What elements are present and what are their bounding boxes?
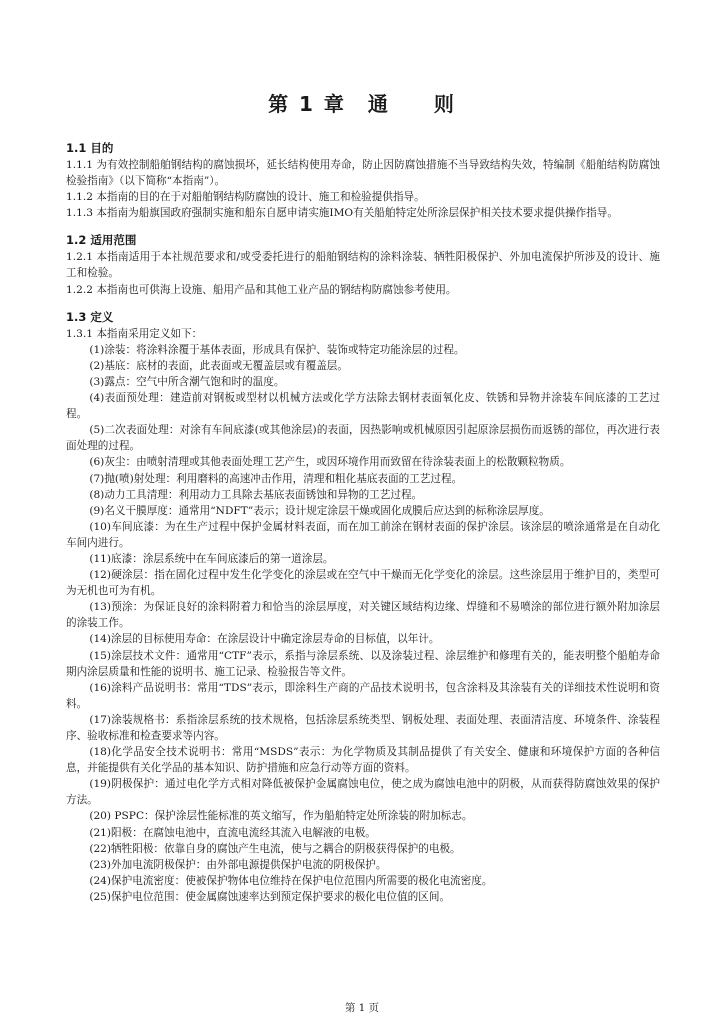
- definition-item: (11)底漆：涂层系统中在车间底漆后的第一道涂层。: [89, 552, 334, 565]
- definition-item: (14)涂层的目标使用寿命：在涂层设计中确定涂层寿命的目标值，以年计。: [89, 633, 440, 646]
- chapter-title: 第 1 章 通 则: [268, 92, 456, 116]
- paragraph: 1.1.2 本指南的目的在于对船舶钢结构防腐蚀的设计、施工和检验提供指导。: [66, 191, 425, 204]
- definition-item: (16)涂料产品说明书：常用“TDS”表示，即涂料生产商的产品技术说明书，包含涂料及其涂装有关的详细技术性说明和资料。: [66, 681, 660, 710]
- definition-item: (6)灰尘：由喷射清理或其他表面处理工艺产生，或因环境作用而致留在待涂装表面上的松散颗粒物质。: [89, 456, 571, 469]
- definition-item: (8)动力工具清理：利用动力工具除去基底表面锈蚀和异物的工艺过程。: [89, 488, 423, 501]
- definition-item: (1)涂装：将涂料涂覆于基体表面，形成具有保护、装饰或特定功能涂层的过程。: [89, 343, 465, 356]
- definition-item: (12)硬涂层：指在固化过程中发生化学变化的涂层或在空气中干燥而无化学变化的涂层。这些涂层用于维护目的，类型可为无机也可为有机。: [66, 569, 660, 598]
- definition-item: (23)外加电流阴极保护：由外部电源提供保护电流的阴极保护。: [89, 858, 387, 871]
- definition-item: (24)保护电流密度：使被保护物体电位维持在保护电位范围内所需要的极化电流密度。: [89, 874, 493, 887]
- paragraph: 1.1.3 本指南为船旗国政府强制实施和船东自愿申请实施IMO有关船舶特定处所涂层保护相关技术要求提供操作指导。: [66, 207, 618, 220]
- section-purpose: [66, 140, 660, 221]
- section-heading: 1.1 目的: [66, 141, 114, 155]
- definition-item: (19)阴极保护：通过电化学方式相对降低被保护金属腐蚀电位，使之成为腐蚀电池中的阴极，从而获得防腐蚀效果的保护方法。: [66, 778, 660, 807]
- section-heading: 1.2 适用范围: [66, 233, 137, 248]
- definition-item: (9)名义干膜厚度：通常用“NDFT”表示；设计规定涂层干燥或固化成膜后应达到的标称涂层厚度。: [89, 504, 550, 517]
- paragraph: 1.3.1 本指南采用定义如下：: [66, 327, 203, 340]
- page-number: 第 1 页: [344, 1002, 380, 1014]
- definition-item: (2)基底：底材的表面，此表面或无覆盖层或有覆盖层。: [89, 359, 348, 372]
- section-scope: [66, 232, 660, 297]
- definition-item: (21)阳极：在腐蚀电池中，直流电流经其流入电解液的电极。: [89, 826, 376, 839]
- definition-item: (20) PSPC：保护涂层性能标准的英文缩写，作为船舶特定处所涂装的附加标志。: [89, 810, 473, 823]
- paragraph: 1.2.1 本指南适用于本社规范要求和/或受委托进行的船舶钢结构的涂料涂装、牺牲阳极保护、外加电流保护所涉及的设计、施工和检验。: [66, 251, 660, 280]
- definition-item: (15)涂层技术文件：通常用“CTF”表示，系指与涂层系统、以及涂装过程、涂层维护和修理有关的，能表明整个船舶寿命期内涂层质量和性能的说明书、施工记录、检验报告等文件。: [66, 649, 660, 678]
- section-definitions: [66, 309, 660, 905]
- document-body: [66, 140, 660, 916]
- definition-item: (17)涂装规格书：系指涂层系统的技术规格，包括涂层系统类型、钢板处理、表面处理、表面清洁度、环境条件、涂装程序、验收标准和检查要求等内容。: [66, 713, 660, 742]
- section-heading: 1.3 定义: [66, 309, 114, 324]
- definition-item: (22)牺牲阳极：依靠自身的腐蚀产生电流，使与之耦合的阴极获得保护的电极。: [89, 842, 461, 855]
- definition-item: (10)车间底漆：为在生产过程中保护金属材料表面，而在加工前涂在钢材表面的保护涂层。该涂层的喷涂通常是在自动化车间内进行。: [66, 520, 660, 549]
- definition-item: (4)表面预处理：建造前对钢板或型材以机械方法或化学方法除去钢材表面氧化皮、铁锈和异物并涂装车间底漆的工艺过程。: [66, 392, 660, 421]
- definition-item: (7)抛(喷)射处理：利用磨料的高速冲击作用，清理和粗化基底表面的工艺过程。: [89, 472, 463, 485]
- definition-item: (5)二次表面处理：对涂有车间底漆(或其他涂层)的表面，因热影响或机械原因引起原涂层损伤而返锈的部位，再次进行表面处理的过程。: [66, 424, 660, 453]
- definition-item: (3)露点：空气中所含潮气饱和时的温度。: [89, 375, 285, 388]
- definition-item: (13)预涂：为保证良好的涂料附着力和恰当的涂层厚度，对关键区域结构边缘、焊缝和不易喷涂的部位进行额外附加涂层的涂装工作。: [66, 601, 660, 630]
- definition-item: (25)保护电位范围：使金属腐蚀速率达到预定保护要求的极化电位值的区间。: [89, 890, 451, 903]
- paragraph: 1.2.2 本指南也可供海上设施、船用产品和其他工业产品的钢结构防腐蚀参考使用。: [66, 283, 457, 296]
- definition-item: (18)化学品安全技术说明书：常用“MSDS”表示：为化学物质及其制品提供了有关安全、健康和环境保护方面的各种信息，并能提供有关化学品的基本知识、防护措施和应急行动等方面的资料。: [66, 746, 660, 775]
- paragraph: 1.1.1 为有效控制船舶钢结构的腐蚀损坏，延长结构使用寿命，防止因防腐蚀措施不当导致结构失效，特编制《船舶结构防腐蚀检验指南》（以下简称“本指南”）。: [66, 159, 660, 188]
